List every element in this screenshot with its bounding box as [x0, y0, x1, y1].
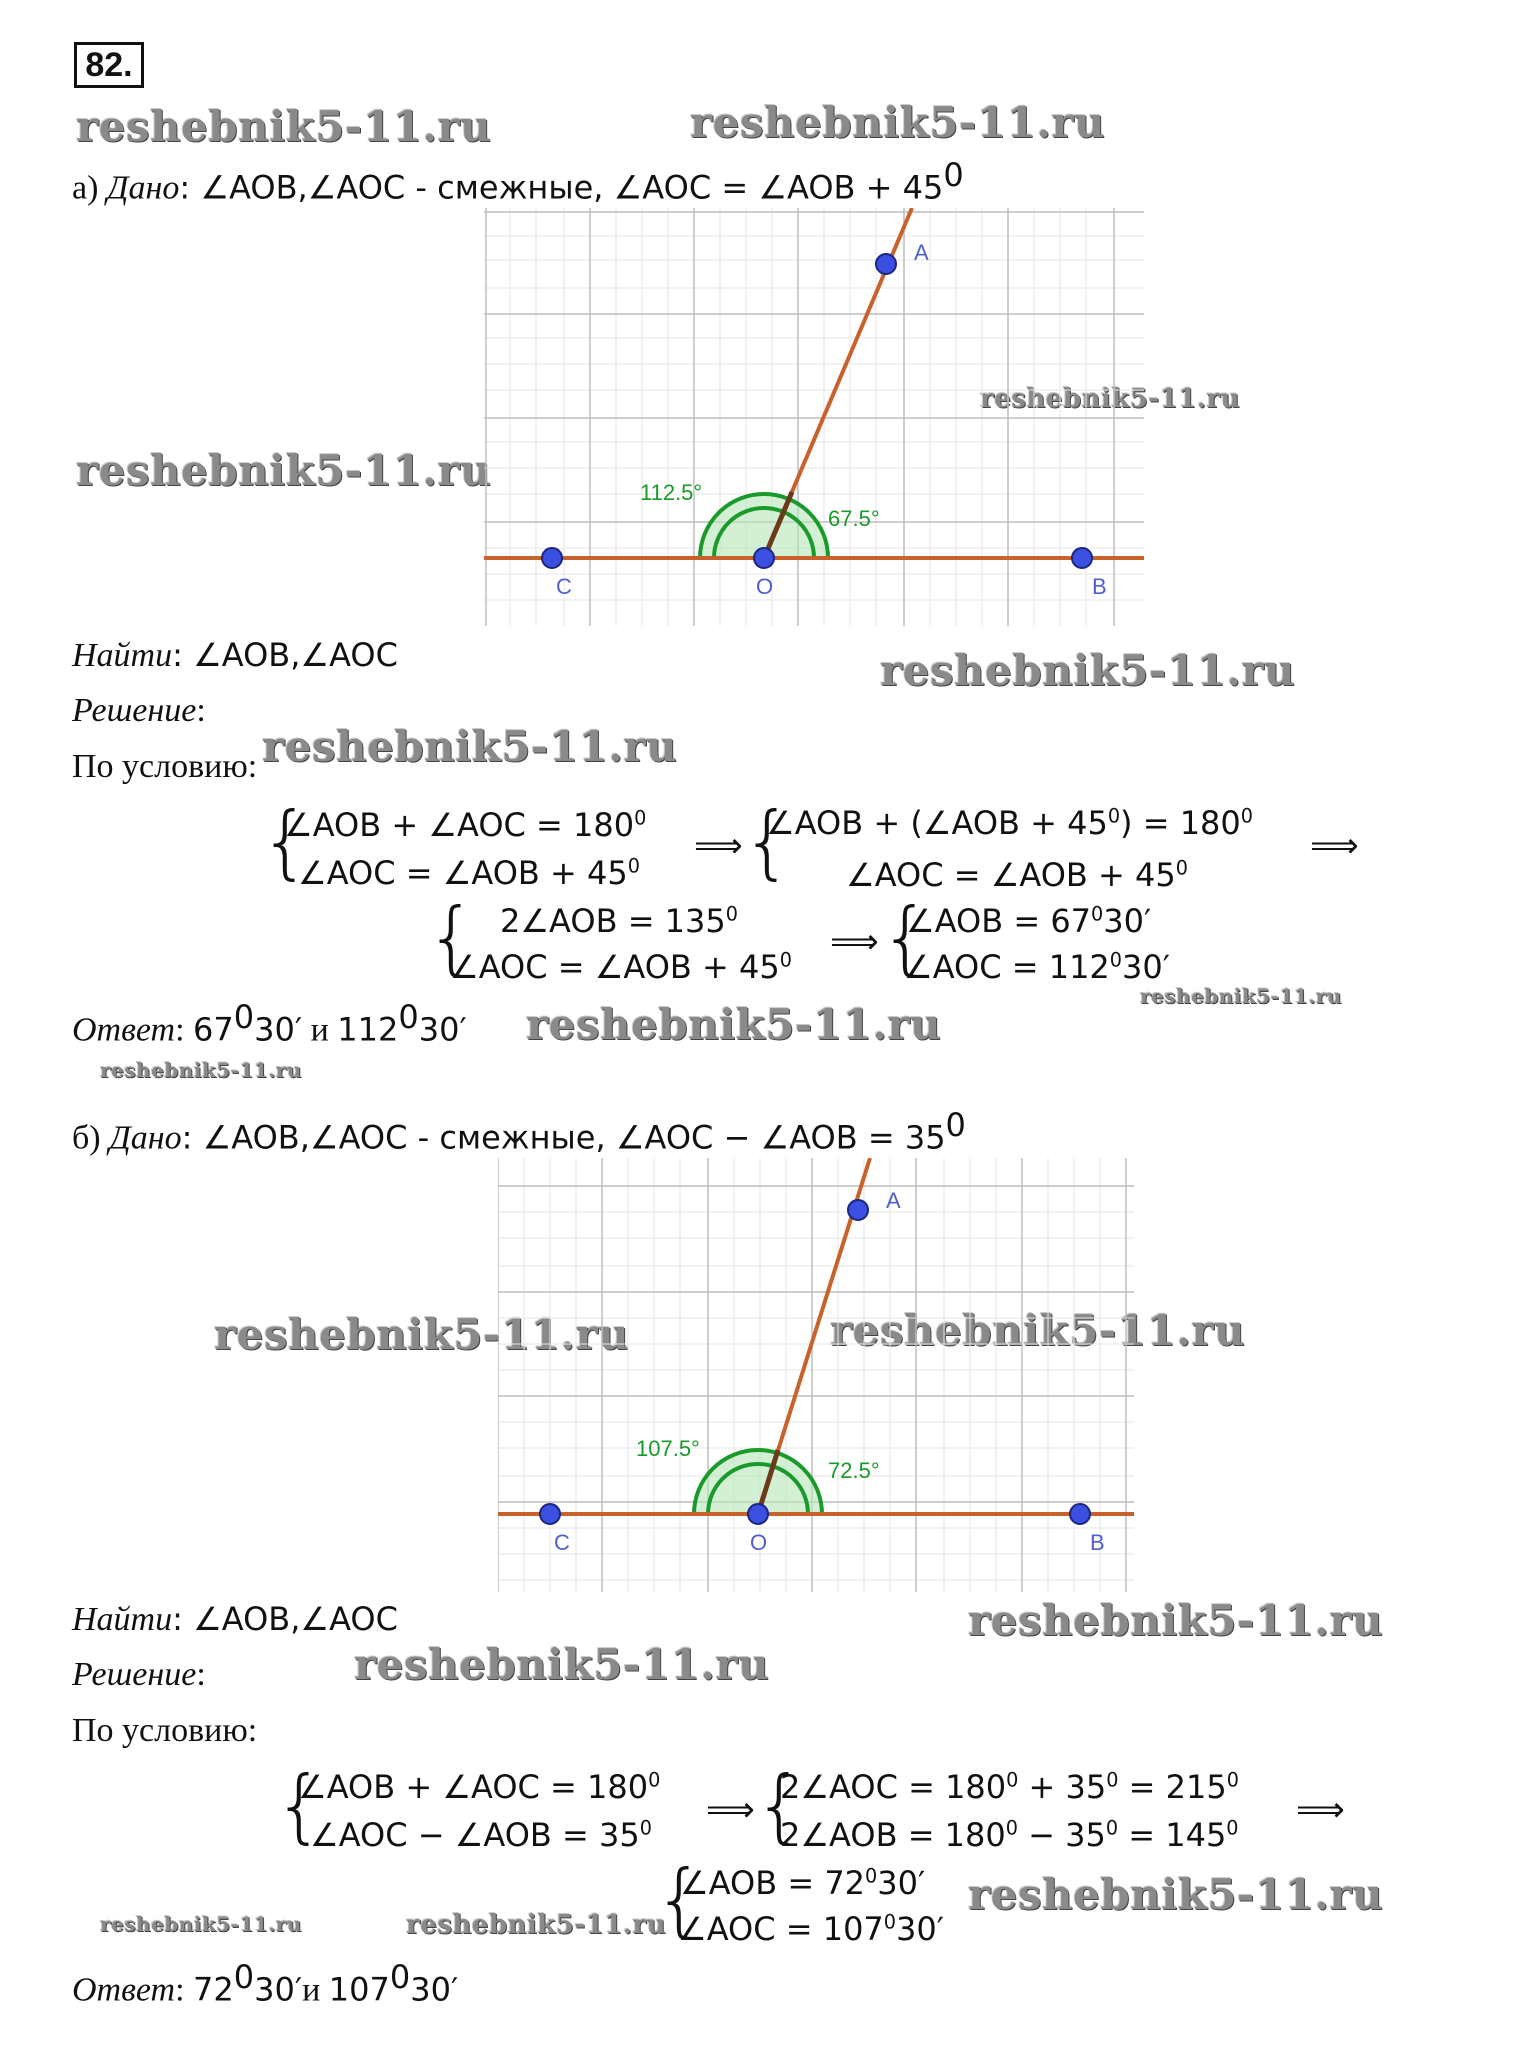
angle-aob-label: 67.5° [828, 506, 880, 531]
brace: { [274, 1759, 325, 1852]
condition-b: По условию: [72, 1712, 258, 1749]
label-o: O [756, 574, 774, 599]
brace: { [880, 891, 931, 984]
implies-arrow: ⟹ [1296, 1790, 1345, 1830]
condition-a: По условию: [72, 748, 258, 785]
solution-label: Решение [72, 692, 197, 729]
solution-label: Решение [72, 1656, 197, 1693]
sys4-line1: ∠AOB = $67^030'$ [906, 902, 1152, 940]
watermark: reshebnik5-11.ru [214, 1310, 630, 1359]
point-o [754, 548, 774, 568]
watermark: reshebnik5-11.ru [100, 1912, 302, 1936]
point-o [748, 1504, 768, 1524]
sys3b-line2: ∠AOC = $107^030'$ [678, 1910, 944, 1948]
watermark: reshebnik5-11.ru [690, 98, 1106, 147]
point-c [540, 1504, 560, 1524]
answer-a: Ответ: $67^030'$ и $112^030'$ [72, 998, 467, 1049]
label-a: A [914, 240, 929, 265]
watermark: reshebnik5-11.ru [354, 1640, 770, 1689]
implies-arrow: ⟹ [830, 922, 879, 962]
watermark: reshebnik5-11.ru [830, 1306, 1246, 1355]
watermark: reshebnik5-11.ru [262, 722, 678, 771]
answer-b: Ответ: $72^030'и$ $107^030'$ [72, 1958, 459, 2009]
watermark: reshebnik5-11.ru [1140, 984, 1342, 1008]
sys2-line1: ∠AOB + (∠AOB + $45^0) = 180^0$ [766, 804, 1253, 842]
watermark: reshebnik5-11.ru [100, 1058, 302, 1082]
sys2b-line2: 2∠AOB = $180^0 - 35^0 = 145^0$ [780, 1816, 1239, 1854]
label-c: C [554, 1530, 570, 1555]
watermark: reshebnik5-11.ru [968, 1596, 1384, 1645]
find-label: Найти [72, 637, 173, 674]
watermark: reshebnik5-11.ru [76, 446, 492, 495]
watermark: reshebnik5-11.ru [406, 1910, 667, 1940]
sys3b-line1: ∠AOB = $72^030'$ [680, 1864, 926, 1902]
label-a: A [886, 1188, 901, 1213]
angle-aob-label: 72.5° [828, 1458, 880, 1483]
watermark: reshebnik5-11.ru [526, 1000, 942, 1049]
label-b: B [1090, 1530, 1105, 1555]
angle-aoc-label: 112.5° [640, 480, 703, 505]
brace: { [754, 1759, 805, 1852]
solution-line-b: Решение: [72, 1656, 206, 1693]
label-b: B [1092, 574, 1107, 599]
answer-label: Ответ [72, 1011, 176, 1049]
sys3-line1: 2∠AOB = $135^0$ [500, 902, 738, 940]
given-line-b [72, 1106, 966, 1157]
sys2-line2: ∠AOC = ∠AOB + $45^0$ [846, 856, 1188, 894]
given-line-a [72, 156, 964, 207]
given-text: : ∠AOB,∠AOC - смежные, ∠AOC − ∠AOB = 35 [181, 1118, 946, 1157]
angle-aoc-label: 107.5° [636, 1436, 700, 1461]
watermark: reshebnik5-11.ru [880, 646, 1296, 695]
label-c: C [556, 574, 572, 599]
given-label: Дано [109, 1119, 182, 1157]
point-a [848, 1200, 868, 1220]
sys4-line2: ∠AOC = $112^030'$ [904, 948, 1170, 986]
watermark: reshebnik5-11.ru [980, 384, 1241, 414]
degree-sup: 0 [943, 156, 964, 194]
implies-arrow: ⟹ [706, 1790, 755, 1830]
find-line-a [72, 636, 398, 675]
sys1b-line2: ∠AOC − ∠AOB = $35^0$ [310, 1816, 652, 1854]
sys1b-line1: ∠AOB + ∠AOC = $180^0$ [298, 1768, 661, 1806]
label-o: O [750, 1530, 768, 1555]
sys1-line2: ∠AOC = ∠AOB + $45^0$ [298, 854, 640, 892]
point-c [542, 548, 562, 568]
given-label: Дано [106, 169, 180, 207]
find-line-b [72, 1600, 398, 1639]
watermark: reshebnik5-11.ru [968, 1870, 1384, 1919]
find-text: : ∠AOB,∠AOC [172, 636, 398, 674]
sys1-line1: ∠AOB + ∠AOC = $180^0$ [284, 806, 647, 844]
task-number: 82. [74, 42, 144, 88]
find-text: : ∠AOB,∠AOC [172, 1600, 398, 1638]
find-label: Найти [72, 1601, 173, 1638]
degree-sup: 0 [945, 1106, 966, 1144]
implies-arrow: ⟹ [694, 826, 743, 866]
sys3-line2: ∠AOC = ∠AOB + $45^0$ [450, 948, 792, 986]
watermark: reshebnik5-11.ru [76, 102, 492, 151]
part-prefix: б) [72, 1119, 101, 1157]
figure-a [484, 208, 1144, 626]
implies-arrow: ⟹ [1310, 826, 1359, 866]
point-a [876, 254, 896, 274]
figure-b [498, 1158, 1134, 1592]
point-b [1072, 548, 1092, 568]
brace: { [426, 891, 477, 984]
point-b [1070, 1504, 1090, 1524]
brace: { [260, 795, 311, 888]
given-text: : ∠AOB,∠AOC - смежные, ∠AOC = ∠AOB + 45 [179, 168, 944, 207]
answer-label: Ответ [72, 1971, 176, 2009]
part-prefix: а) [72, 169, 99, 207]
brace: { [654, 1853, 705, 1946]
sys2b-line1: 2∠AOC = $180^0 + 35^0 = 215^0$ [780, 1768, 1239, 1806]
brace: { [742, 795, 793, 888]
solution-line-a: Решение: [72, 692, 206, 729]
